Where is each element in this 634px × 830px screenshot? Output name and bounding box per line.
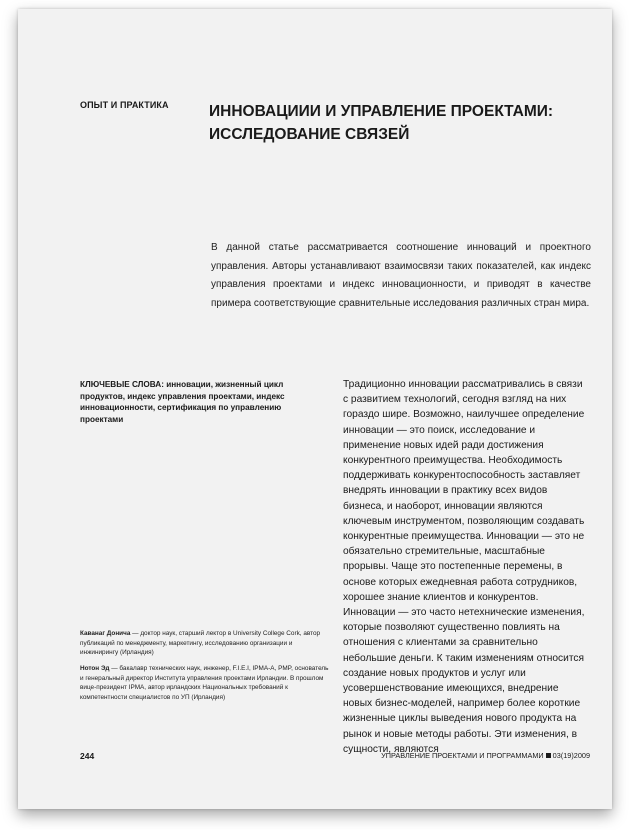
author-name: Каванаг Донича (80, 630, 131, 637)
square-bullet-icon (546, 753, 551, 758)
author-note-1 (80, 629, 332, 658)
journal-page (18, 9, 612, 809)
author-bio: — доктор наук, старший лектор в University College Cork, автор публикаций по менеджменту, маркетингу, исследованию организации и инжинирингу (Ирландия) (80, 630, 321, 656)
author-bio: — бакалавр технических наук, инженер, F.I.E.I, IPMA-A, PMP, основатель и генеральный директор Института управления проектами Ирландии. В прошлом вице-президент IPMA, автор ирландских Национальных требований к компетентности специалистов по УП (Ирландия) (80, 665, 329, 701)
section-label: ОПЫТ И ПРАКТИКА (80, 100, 169, 110)
abstract: В данной статье рассматривается соотношение инноваций и проектного управления. Авторы устанавливают взаимосвязи таких показателей, как индекс управления проектами и индекс инновационности, и приводят в качестве примера соответствующие сравнительные исследования различных стран мира. (211, 242, 591, 309)
title-line-1: ИННОВАЦИИИ И УПРАВЛЕНИЕ ПРОЕКТАМИ: (209, 103, 554, 120)
journal-issue: 03(19)2009 (552, 751, 590, 760)
journal-name: УПРАВЛЕНИЕ ПРОЕКТАМИ И ПРОГРАММАМИ (381, 751, 544, 760)
body-text: Традиционно инновации рассматривались в связи с развитием технологий, сегодня взгляд на них гораздо шире. Возможно, наилучшее определение инновации — это поиск, исследование и применение новых идей ради достижения конкурентного преимущества. Необходимость поддерживать конкурентоспособность заставляет внедрять инновации в практику всех видов бизнеса, и наоборот, инновации являются ключевым инструментом, позволяющим создавать конкурентные преимущества. Инновации — это не обязательно стремительные, масштабные прорывы. Чаще это постепенные перемены, в основе которых ежедневная работа сотрудников, хорошее знание клиентов и конкурентов. Инновации — это часто нетехнические изменения, которые позволяют существенно повлиять на отношения с клиентами за сравнительно небольшие деньги. К таким изменениям относится создание новых продуктов и услуг или усовершенствование имеющихся, внедрение новых бизнес-моделей, например более короткие жизненные циклы выведения нового продукта на рынок и новые методы работы. Эти изменения, в сущности, являются (343, 379, 585, 755)
page-number: 244 (80, 751, 95, 761)
article-title (209, 100, 589, 146)
author-name: Нотон Эд (80, 665, 110, 672)
title-line-2: ИССЛЕДОВАНИЕ СВЯЗЕЙ (209, 126, 410, 143)
journal-footer (381, 751, 590, 760)
keywords: КЛЮЧЕВЫЕ СЛОВА: инновации, жизненный цикл продуктов, индекс управления проектами, индекс инновационности, сертификация по управлению проектами (80, 380, 285, 424)
author-note-2 (80, 664, 332, 702)
